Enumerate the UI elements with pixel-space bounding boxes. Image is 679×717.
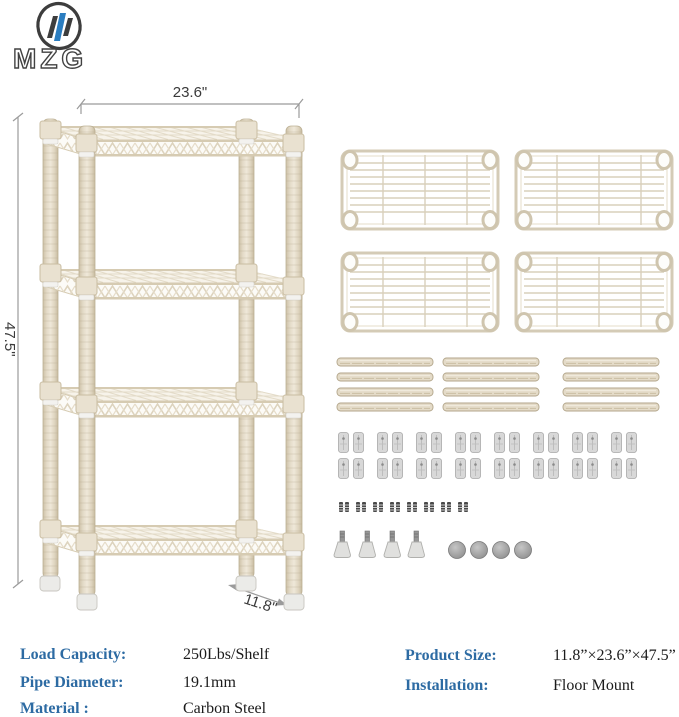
spec-value-installation: Floor Mount	[553, 677, 635, 694]
parts-end-caps	[449, 542, 532, 559]
spec-label-pipe-diameter: Pipe Diameter:	[20, 674, 124, 691]
shelf-grid-part	[342, 151, 498, 229]
spec-value-pipe-diameter: 19.1mm	[183, 674, 236, 691]
spec-value-load-capacity: 250Lbs/Shelf	[183, 646, 270, 663]
spec-value-material: Carbon Steel	[183, 700, 267, 717]
spec-value-product-size: 11.8”×23.6”×47.5”	[553, 647, 676, 664]
spec-label-product-size: Product Size:	[405, 647, 497, 664]
parts-screw-sets	[339, 502, 468, 512]
parts-sleeve-clips-row-1	[339, 433, 637, 453]
spec-label-load-capacity: Load Capacity:	[20, 646, 127, 663]
spec-label-material: Material :	[20, 700, 89, 717]
shelf-grid-part	[516, 151, 672, 229]
spec-label-installation: Installation:	[405, 677, 489, 694]
shelf-grid-part	[516, 253, 672, 331]
shelf-grid-part	[342, 253, 498, 331]
width-dimension	[77, 99, 303, 118]
depth-dimension-label: 11.8"	[241, 590, 279, 618]
height-dimension-label: 47.5"	[1, 322, 18, 357]
shelving-unit	[40, 119, 304, 610]
spec-section	[0, 632, 679, 717]
parts-pole-sections	[337, 358, 659, 411]
parts-sleeve-clips-row-2	[339, 459, 637, 479]
brand-wordmark: MZG	[13, 43, 88, 74]
back-posts	[43, 119, 254, 578]
parts-leveling-feet	[334, 531, 425, 558]
parts-shelf-grids	[342, 151, 672, 331]
width-dimension-label: 23.6"	[172, 84, 208, 101]
